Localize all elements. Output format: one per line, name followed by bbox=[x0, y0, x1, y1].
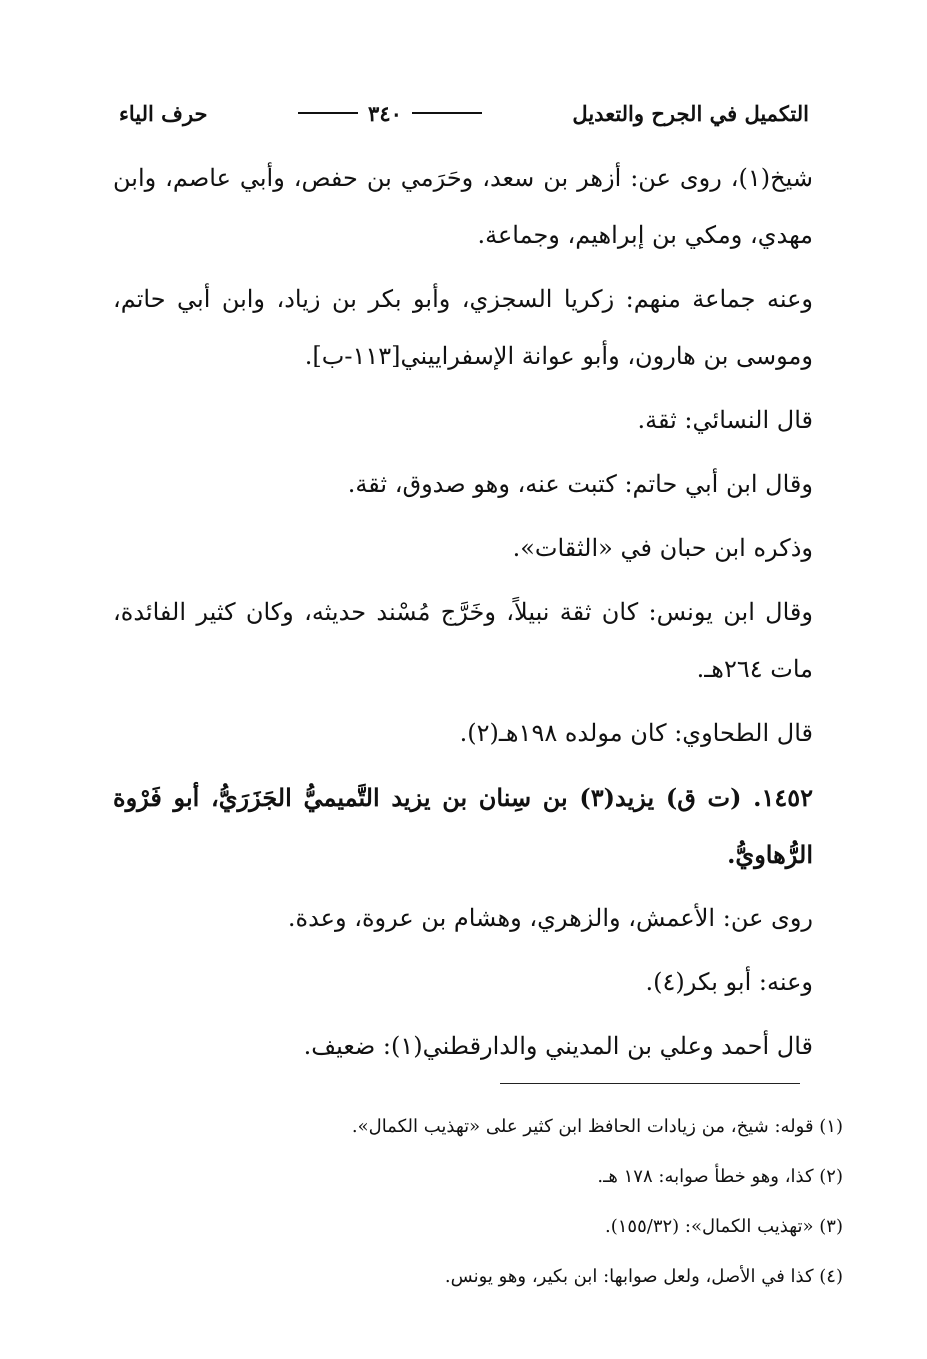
entry-heading: ١٤٥٢. (ت ق) يزيد(٣) بن سِنان بن يزيد التَّميميُّ الجَزَرَيُّ، أبو فَرْوة الرُّهاويُّ. bbox=[113, 783, 814, 869]
entry-line: قال أحمد وعلي بن المديني والدارقطني(١): ضعيف. bbox=[303, 1032, 813, 1060]
header-dash-left bbox=[412, 112, 482, 114]
footnote: (٤) كذا في الأصل، ولعل صوابها: ابن بكير، وهو يونس. bbox=[444, 1266, 843, 1287]
paragraph: شيخ(١)، روى عن: أزهر بن سعد، وحَرَمي بن حفص، وأبي عاصم، وابن مهدي، ومكي بن إبراهيم، وجماعة. bbox=[113, 164, 813, 249]
page-number: ٣٤٠ bbox=[368, 100, 402, 126]
footnote-separator bbox=[500, 1083, 800, 1084]
section-title: حرف الياء bbox=[119, 100, 208, 126]
page-header bbox=[119, 96, 809, 130]
paragraph: وقال ابن أبي حاتم: كتبت عنه، وهو صدوق، ثقة. bbox=[347, 470, 813, 498]
paragraph: قال النسائي: ثقة. bbox=[637, 406, 813, 434]
book-title: التكميل في الجرح والتعديل bbox=[572, 100, 809, 126]
paragraph: وعنه جماعة منهم: زكريا السجزي، وأبو بكر بن زياد، وابن أبي حاتم، وموسى بن هارون، وأبو عوانة الإسفراييني[١١٣-ب]. bbox=[113, 285, 813, 370]
footnote: (٢) كذا، وهو خطأ صوابه: ١٧٨ هـ. bbox=[597, 1166, 843, 1187]
paragraph: وذكره ابن حبان في «الثقات». bbox=[512, 534, 813, 562]
footnote: (٣) «تهذيب الكمال»: (١٥٥/٣٢). bbox=[605, 1216, 843, 1237]
paragraph: وقال ابن يونس: كان ثقة نبيلاً، وخَرَّج مُسْند حديثه، وكان كثير الفائدة، مات ٢٦٤هـ. bbox=[113, 598, 813, 683]
entry-line: وعنه: أبو بكر(٤). bbox=[645, 968, 813, 996]
entry-line: روى عن: الأعمش، والزهري، وهشام بن عروة، وعدة. bbox=[287, 904, 813, 932]
main-text bbox=[113, 150, 813, 1082]
footnotes bbox=[143, 1102, 843, 1302]
paragraph: قال الطحاوي: كان مولده ١٩٨هـ(٢). bbox=[459, 719, 813, 747]
page-number-group bbox=[298, 101, 482, 126]
footnote: (١) قوله: شيخ، من زيادات الحافظ ابن كثير على «تهذيب الكمال». bbox=[351, 1116, 843, 1137]
header-dash-right bbox=[298, 112, 358, 114]
